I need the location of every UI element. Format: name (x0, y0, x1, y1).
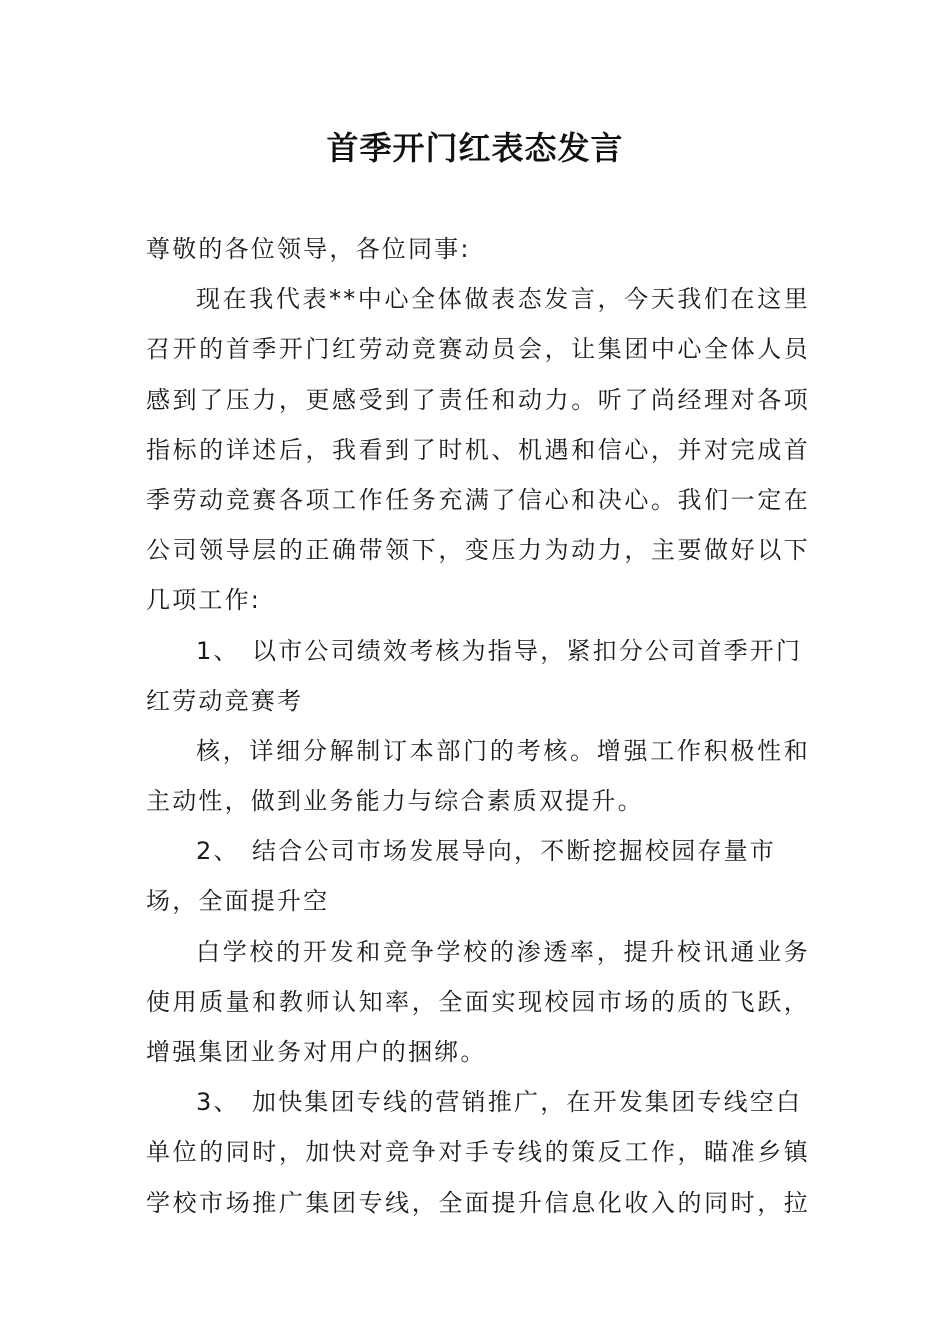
paragraph-line: 季劳动竞赛各项工作任务充满了信心和决心。我们一定在 (146, 485, 810, 514)
list-item-line: 主动性，做到业务能力与综合素质双提升。 (146, 787, 644, 816)
list-number: 1、 (196, 636, 240, 665)
list-item-line: 使用质量和教师认知率，全面实现校园市场的质的飞跃， (146, 987, 810, 1016)
list-item-text: 以市公司绩效考核为指导，紧扣分公司首季开门 (252, 636, 803, 665)
paragraph-line: 召开的首季开门红劳动竞赛动员会，让集团中心全体人员 (146, 335, 810, 364)
list-item-text: 结合公司市场发展导向，不断挖掘校园存量市 (252, 837, 776, 866)
list-item-2-line (146, 826, 810, 876)
list-number: 3、 (196, 1088, 240, 1117)
list-item-line: 场，全面提升空 (146, 887, 330, 916)
salutation-line: 尊敬的各位领导，各位同事: (146, 235, 471, 263)
list-number: 2、 (196, 837, 240, 866)
list-item-line: 增强集团业务对用户的捆绑。 (146, 1038, 487, 1066)
paragraph-line: 几项工作: (146, 586, 262, 615)
paragraph-line: 公司领导层的正确带领下，变压力为动力，主要做好以下 (146, 536, 810, 565)
list-item-line: 单位的同时，加快对竞争对手专线的策反工作，瞄准乡镇 (146, 1138, 810, 1167)
list-item-line: 红劳动竞赛考 (146, 686, 304, 715)
list-item-line: 白学校的开发和竞争学校的渗透率，提升校讯通业务 (196, 937, 810, 966)
list-item-text: 加快集团专线的营销推广，在开发集团专线空白 (252, 1088, 803, 1117)
list-item-line: 学校市场推广集团专线，全面提升信息化收入的同时，拉 (146, 1188, 810, 1217)
paragraph-line: 指标的详述后，我看到了时机、机遇和信心，并对完成首 (146, 435, 810, 464)
list-item-1-line (146, 626, 810, 676)
paragraph-line: 现在我代表**中心全体做表态发言，今天我们在这里 (196, 285, 810, 314)
document-body (146, 224, 810, 1228)
list-item-line: 核，详细分解制订本部门的考核。增强工作积极性和 (196, 736, 810, 765)
paragraph-line: 感到了压力，更感受到了责任和动力。听了尚经理对各项 (146, 385, 810, 414)
document-title: 首季开门红表态发言 (326, 129, 624, 167)
list-item-3-line (146, 1077, 810, 1127)
